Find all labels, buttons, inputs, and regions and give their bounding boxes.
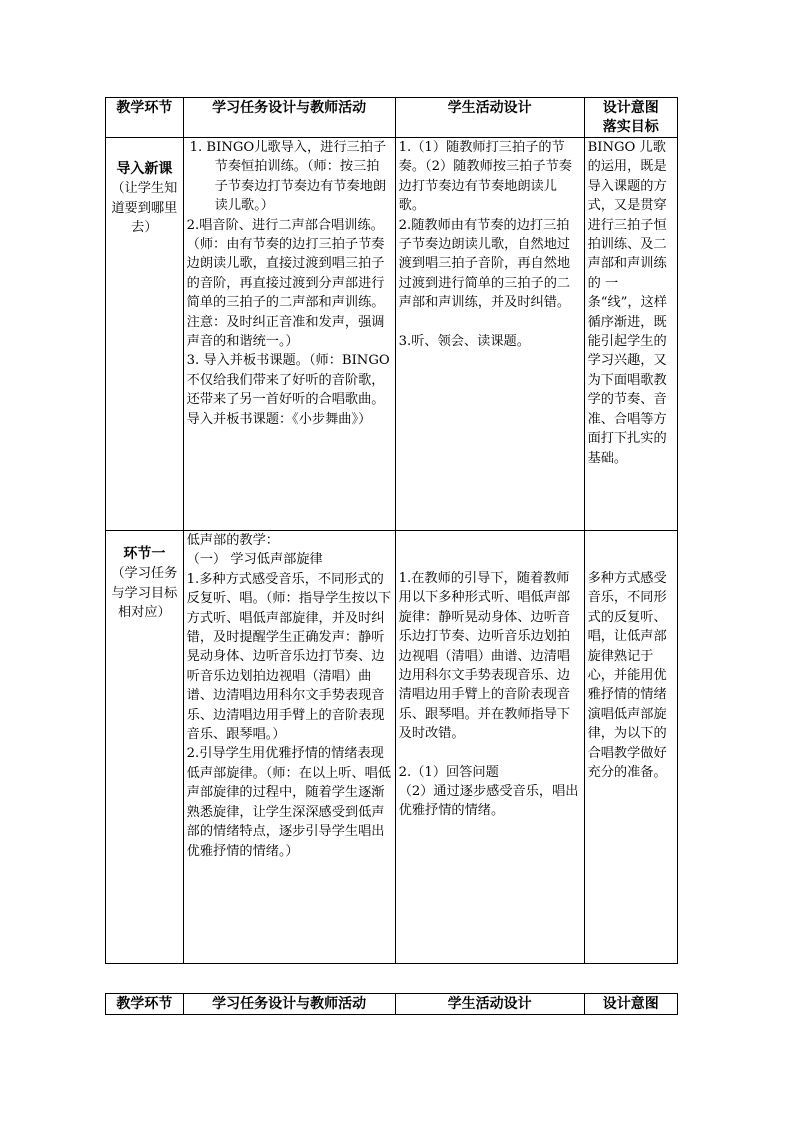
table-row bbox=[106, 531, 678, 964]
student-cell bbox=[395, 138, 584, 531]
student-item: （2）通过逐步感受音乐，唱出优雅抒情的情绪。 bbox=[398, 784, 579, 819]
teacher-cell bbox=[183, 531, 395, 964]
student-item: 3.听、领会、读课题。 bbox=[398, 333, 530, 349]
header-row bbox=[106, 994, 678, 1015]
teacher-item: 2.引导学生用优雅抒情的情绪表现低声部旋律。（师：在以上听、唱低声部旋律的过程中，随着学生逐渐熟悉旋律，让学生深深感受到低声部的情绪特点，逐步引导学生唱出优雅抒情的情绪。） bbox=[186, 746, 392, 859]
header-student: 学生活动设计 bbox=[395, 98, 584, 138]
stage-cell bbox=[106, 138, 184, 531]
lesson-table-continued bbox=[105, 993, 678, 1015]
header-student: 学生活动设计 bbox=[395, 994, 584, 1015]
intent-text: BINGO 儿歌的运用，既是导入课题的方式，又是贯穿进行三拍子恒拍训练、及二声部和声训练 的 一 条“线”，这样循序渐进，既能引起学生的学习兴趣，又为下面唱歌教学的节奏、音准、合唱等方面打下扎实的基础。 bbox=[587, 140, 667, 466]
header-teacher: 学习任务设计与教师活动 bbox=[183, 994, 395, 1015]
intent-text: 多种方式感受音乐，不同形式的反复听、唱，让低声部旋律熟记于心，并能用优雅抒情的情绪演唱低声部旋律，为以下的合唱教学做好充分的准备。 bbox=[587, 571, 667, 781]
student-item: 1.在教师的引导下，随着教师用以下多种形式听、唱低声部旋律：静听晃动身体、边听音乐边打节奏、边听音乐边划拍边视唱（清唱）曲谱、边清唱边用科尔文手势表现音乐、边清唱边用手臂上的音阶表现音乐、跟琴唱。并在教师指导下及时改错。 bbox=[398, 571, 571, 742]
stage-cell bbox=[106, 531, 184, 964]
stage-name: 导入新课 bbox=[116, 161, 173, 177]
teacher-item: 3. 导入并板书课题。（师：BINGO 不仅给我们带来了好听的音阶歌，还带来了另一首好听的合唱歌曲。导入并板书课题：《小步舞曲》） bbox=[186, 353, 390, 427]
student-item: 2.随教师由有节奏的边打三拍子节奏边朗读儿歌，自然地过渡到唱三拍子音阶，再自然地过渡到进行简单的三拍子的二声部和声训练，并及时纠错。 bbox=[398, 217, 571, 311]
header-intent: 设计意图 落实目标 bbox=[584, 98, 677, 138]
teacher-item: 1.多种方式感受音乐，不同形式的反复听、唱。（师：指导学生按以下方式听、唱低声部旋律，并及时纠错，及时提醒学生正确发声：静听晃动身体、边听音乐边打节奏、边听音乐边划拍边视唱（清唱）曲谱、边清唱边用科尔文手势表现音乐、边清唱边用手臂上的音阶表现音乐、跟琴唱。） bbox=[186, 571, 392, 743]
teacher-item: 1. BINGO儿歌导入，进行三拍子节奏恒拍训练。（师：按三拍子节奏边打节奏边有节奏地朗读儿歌。） bbox=[189, 140, 387, 214]
teacher-item: （一） 学习低声部旋律 bbox=[186, 552, 323, 568]
student-item: 1.（1）随教师打三拍子的节奏。（2）随教师按三拍子节奏边打节奏边有节奏地朗读儿歌。 bbox=[398, 140, 572, 214]
teacher-cell bbox=[183, 138, 395, 531]
student-cell bbox=[395, 531, 584, 964]
stage-note: （让学生知道要到哪里去） bbox=[111, 181, 178, 236]
header-teacher: 学习任务设计与教师活动 bbox=[183, 98, 395, 138]
header-stage: 教学环节 bbox=[106, 994, 184, 1015]
stage-note: （学习任务与学习目标相对应） bbox=[111, 566, 178, 621]
teacher-item: 低声部的教学： bbox=[186, 533, 279, 548]
table-row bbox=[106, 138, 678, 531]
student-item: 2.（1）回答问题 bbox=[398, 764, 499, 780]
header-intent: 设计意图 bbox=[584, 994, 677, 1015]
stage-name: 环节一 bbox=[123, 546, 166, 562]
intent-cell bbox=[584, 138, 677, 531]
header-row bbox=[106, 98, 678, 138]
lesson-table bbox=[105, 97, 678, 964]
intent-cell bbox=[584, 531, 677, 964]
header-stage: 教学环节 bbox=[106, 98, 184, 138]
teacher-item: 2.唱音阶、进行二声部合唱训练。（师：由有节奏的边打三拍子节奏边朗读儿歌，直接过渡到唱三拍子的音阶，再直接过渡到分声部进行简单的三拍子的二声部和声训练。注意：及时纠正音准和发声，强调声音的和谐统一。） bbox=[186, 217, 385, 350]
